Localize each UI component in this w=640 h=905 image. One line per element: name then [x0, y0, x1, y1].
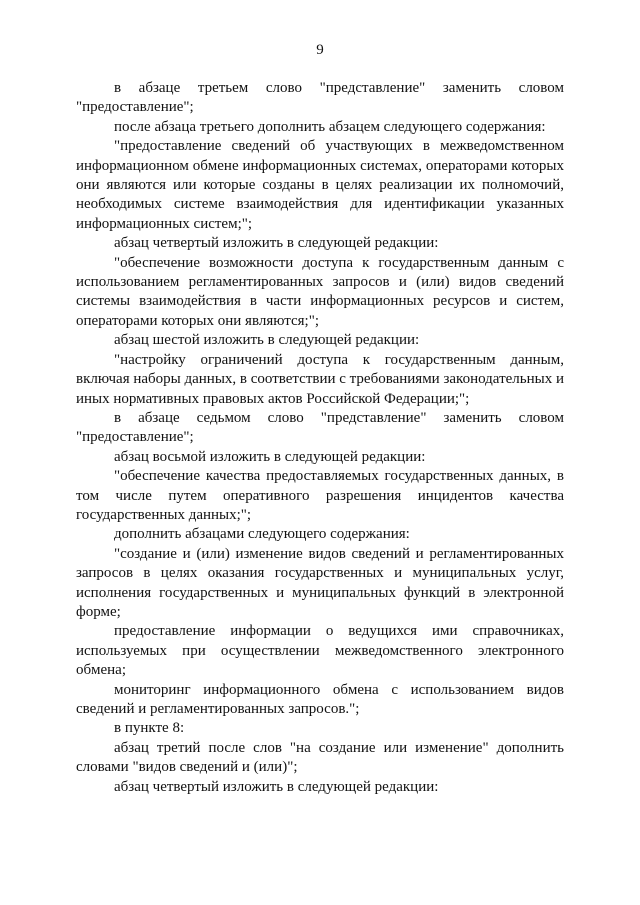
paragraph: дополнить абзацами следующего содержания:	[114, 526, 410, 543]
paragraph: в абзаце седьмом слово "представление" заменить словом "предоставление";	[76, 409, 564, 446]
document-body	[76, 79, 564, 797]
paragraph: в абзаце третьем слово "представление" заменить словом "предоставление";	[76, 80, 564, 116]
paragraph: в пункте 8:	[114, 720, 185, 737]
paragraph: "предоставление сведений об участвующих в межведомственном информационном обмене информационных системах, операторами которых они являются или которые созданы в целях реализации их полномочий, необходимых системе взаимодействия для идентификации указанных информационных систем;";	[76, 138, 564, 232]
paragraph: абзац третий после слов "на создание или изменение" дополнить словами "видов сведений и (или)";	[76, 739, 564, 776]
page-number: 9	[316, 42, 324, 58]
paragraph: абзац восьмой изложить в следующей редакции:	[114, 448, 426, 465]
paragraph: "настройку ограничений доступа к государственным данным, включая наборы данных, в соответствии с требованиями законодательных и иных нормативных правовых актов Российской Федерации;";	[76, 351, 564, 407]
paragraph: абзац четвертый изложить в следующей редакции:	[114, 778, 439, 795]
paragraph: после абзаца третьего дополнить абзацем следующего содержания:	[114, 118, 546, 135]
paragraph: предоставление информации о ведущихся ими справочниках, используемых при осуществлении межведомственного электронного обмена;	[76, 623, 564, 679]
paragraph: "обеспечение возможности доступа к государственным данным с использованием регламентированных запросов и (или) видов сведений системы взаимодействия в части информационных ресурсов и систем, операторами которых они являются;";	[76, 254, 564, 329]
paragraph: абзац шестой изложить в следующей редакции:	[114, 332, 420, 349]
paragraph: "обеспечение качества предоставляемых государственных данных, в том числе путем оперативного разрешения инцидентов качества государственных данных;";	[76, 468, 564, 523]
paragraph: мониторинг информационного обмена с использованием видов сведений и регламентированных запросов.";	[76, 681, 564, 717]
paragraph: "создание и (или) изменение видов сведений и регламентированных запросов в целях оказания государственных и муниципальных услуг, исполнения государственных и муниципальных функций в электронной форме;	[76, 545, 564, 620]
paragraph: абзац четвертый изложить в следующей редакции:	[114, 235, 439, 252]
